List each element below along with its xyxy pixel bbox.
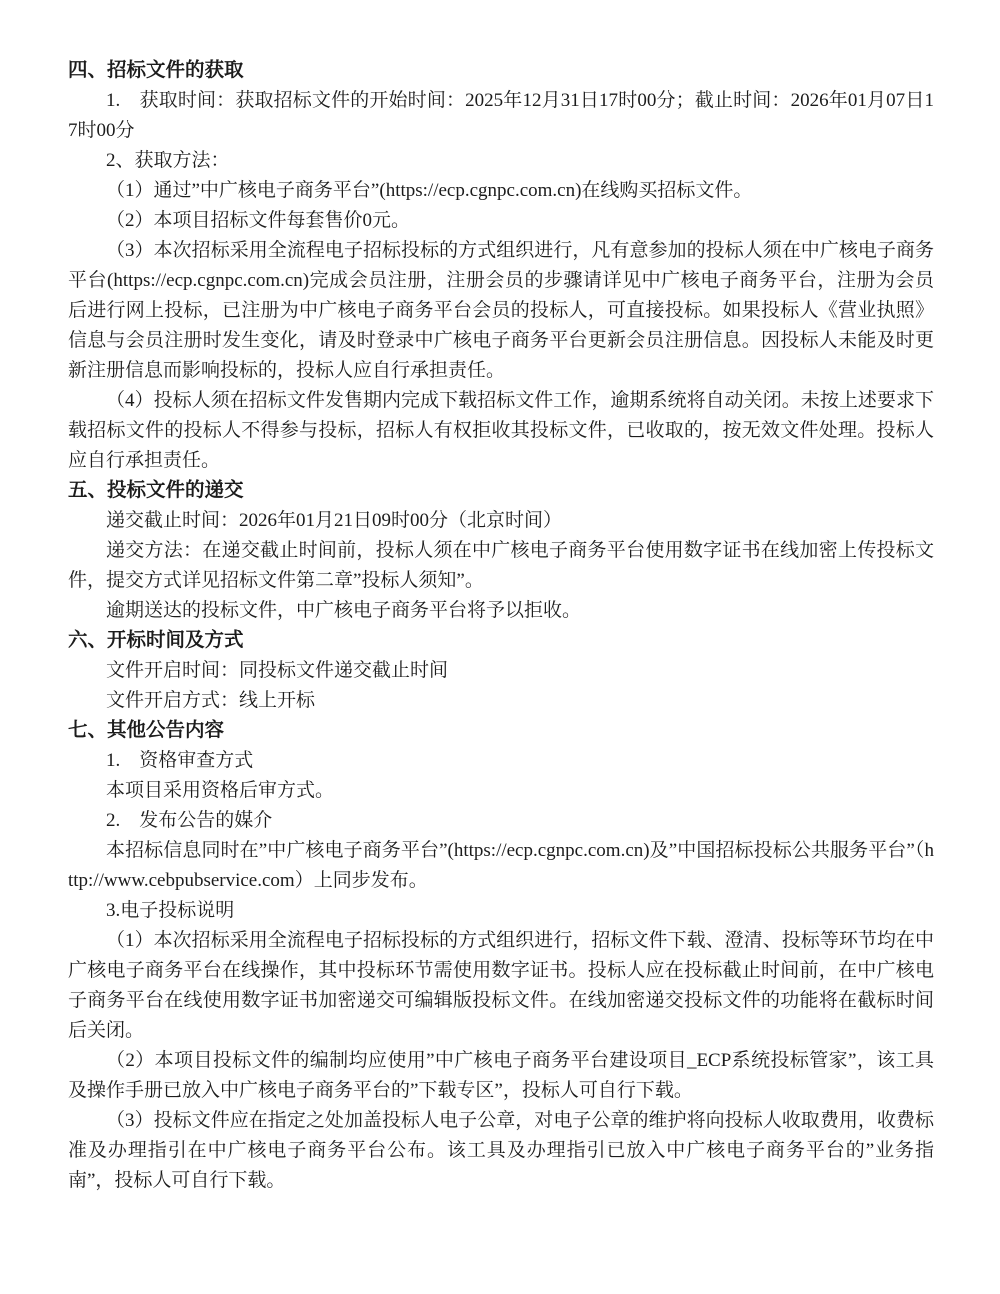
para-opening-time: 文件开启时间：同投标文件递交截止时间 [106,660,449,681]
para-announcement-media-platforms: 本招标信息同时在”中广核电子商务平台”(https://ecp.cgnpc.com.cn)及”中国招标投标公共服务平台”（http://www.cebpubservice.com）上同步发布。 [68,840,934,891]
para-announcement-media-label: 2. 发布公告的媒介 [106,810,273,831]
para-method-2-price: （2）本项目招标文件每套售价0元。 [106,210,411,231]
heading-section-6-bid-opening: 六、开标时间及方式 [68,630,244,651]
para-e-bidding-1-process: （1）本次招标采用全流程电子招标投标的方式组织进行，招标文件下载、澄清、投标等环节均在中广核电子商务平台在线操作，其中投标环节需使用数字证书。投标人应在投标截止时间前，在中广核电子商务平台在线使用数字证书加密递交可编辑版投标文件。在线加密递交投标文件的功能将在截标时间后关闭。 [68,930,934,1041]
para-method-4-download-deadline: （4）投标人须在招标文件发售期内完成下载招标文件工作，逾期系统将自动关闭。未按上述要求下载招标文件的投标人不得参与投标，招标人有权拒收其投标文件，已收取的，按无效文件处理。投标人应自行承担责任。 [68,390,934,471]
para-submission-method: 递交方法：在递交截止时间前，投标人须在中广核电子商务平台使用数字证书在线加密上传投标文件，提交方式详见招标文件第二章”投标人须知”。 [68,540,934,591]
heading-section-4-bid-document-acquisition: 四、招标文件的获取 [68,60,244,81]
para-method-3-member-registration: （3）本次招标采用全流程电子招标投标的方式组织进行，凡有意参加的投标人须在中广核电子商务平台(https://ecp.cgnpc.com.cn)完成会员注册，注册会员的步骤请详见中广核电子商务平台，注册为会员后进行网上投标，已注册为中广核电子商务平台会员的投标人，可直接投标。如果投标人《营业执照》信息与会员注册时发生变化，请及时登录中广核电子商务平台更新会员注册信息。因投标人未能及时更新注册信息而影响投标的，投标人应自行承担责任。 [68,240,934,381]
para-e-bidding-label: 3.电子投标说明 [106,900,235,921]
para-submission-deadline: 递交截止时间：2026年01月21日09时00分（北京时间） [106,510,563,531]
para-method-1-online-purchase: （1）通过”中广核电子商务平台”(https://ecp.cgnpc.com.cn)在线购买招标文件。 [106,180,753,201]
para-qualification-review-label: 1. 资格审查方式 [106,750,254,771]
para-opening-method: 文件开启方式：线上开标 [106,690,316,711]
para-acquisition-time: 1. 获取时间：获取招标文件的开始时间：2025年12月31日17时00分；截止时间：2026年01月07日17时00分 [68,90,934,141]
para-e-bidding-3-e-seal: （3）投标文件应在指定之处加盖投标人电子公章，对电子公章的维护将向投标人收取费用，收费标准及办理指引在中广核电子商务平台公布。该工具及办理指引已放入中广核电子商务平台的”业务指南”，投标人可自行下载。 [68,1110,934,1191]
para-acquisition-method-label: 2、获取方法： [106,150,230,171]
heading-section-7-other-announcements: 七、其他公告内容 [68,720,225,741]
para-late-submission-rejected: 逾期送达的投标文件，中广核电子商务平台将予以拒收。 [106,600,582,621]
heading-section-5-bid-submission: 五、投标文件的递交 [68,480,244,501]
para-qualification-review-method: 本项目采用资格后审方式。 [106,780,335,801]
para-e-bidding-2-ecp-tool: （2）本项目投标文件的编制均应使用”中广核电子商务平台建设项目_ECP系统投标管家”，该工具及操作手册已放入中广核电子商务平台的”下载专区”，投标人可自行下载。 [68,1050,934,1101]
